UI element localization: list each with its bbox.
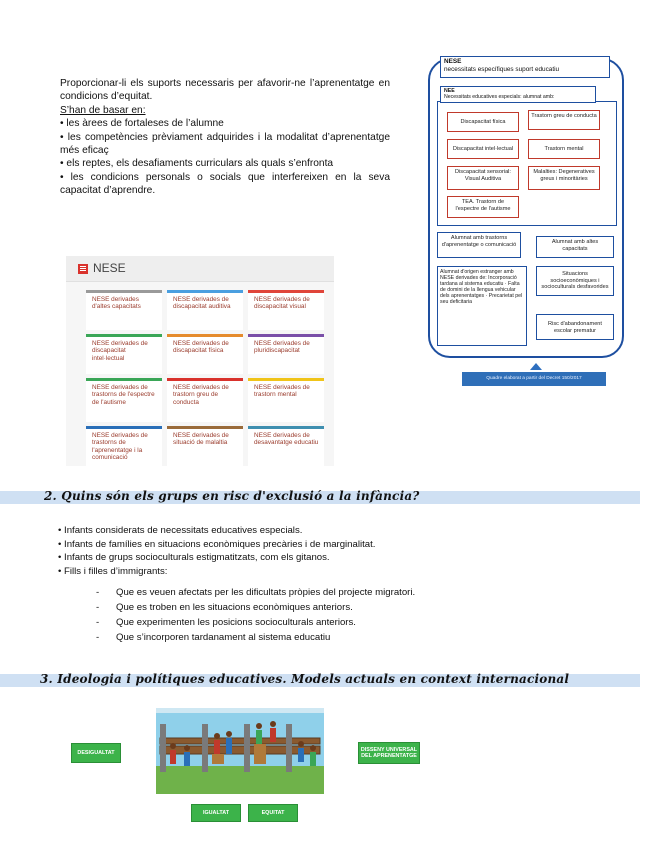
red-box: Discapacitat física: [447, 112, 519, 132]
nee-box-bold: NEE: [444, 88, 455, 94]
intro-subhead: S’han de basar en:: [60, 104, 146, 116]
label-desigualtat: DESIGUALTAT: [71, 743, 121, 763]
red-box: Malalties: Degeneratives greus i minoritàries: [528, 166, 600, 190]
nese-cell: NESE derivades de situació de malaltia: [167, 426, 243, 466]
list-item: • Fills i filles d’immigrants:: [58, 565, 168, 577]
intro-bullet: • les àrees de fortaleses de l’alumne: [60, 118, 224, 130]
nese-cell: NESE derivades de trastorn mental: [248, 378, 324, 422]
nee-box: [440, 86, 596, 103]
diagram-title-bold: NESE: [444, 58, 462, 65]
nese-cell: NESE derivades de discapacitat auditiva: [167, 290, 243, 330]
intro-bullet: • els reptes, els desafiaments curriculars als quals s’enfronta: [60, 158, 334, 170]
section-3-heading: 3. Ideologia i polítiques educatives. Models actuals en context internacional: [40, 672, 570, 686]
sub-item-text: Que es veuen afectats per les dificultats pròpies del projecte migratori.: [116, 587, 416, 598]
red-box: Trastorn mental: [528, 139, 600, 159]
nese-cell: NESE derivades d'altes capacitats: [86, 290, 162, 330]
equity-illustration-svg: [156, 708, 324, 794]
diagram-title-text: necessitats específiques suport educatiu: [444, 65, 560, 73]
diagram-title: [440, 56, 610, 78]
list-item: • Infants considerats de necessitats educatives especials.: [58, 525, 303, 536]
nese-cell: NESE derivades de desavantatge educatiu: [248, 426, 324, 466]
blue-box: Alumnat amb trastorns d'aprenentatge o comunicació: [437, 232, 521, 258]
red-box: Discapacitat intel·lectual: [447, 139, 519, 159]
equity-illustration: [156, 708, 324, 794]
nee-box-text: Necessitats educatives especials: alumnat amb:: [444, 94, 555, 100]
intro-bullet: • les competències prèviament adquirides i la modalitat d’aprenentatge més eficaç: [60, 131, 390, 157]
red-box: TEA. Trastorn de l'espectre de l'autisme: [447, 196, 519, 218]
intro-bullet: • les condicions personals o socials que interfereixen en la seva capacitat d’aprendre.: [60, 171, 390, 197]
decree-caption: Quadre elaborat a partir del Decret 150/2017: [462, 372, 606, 386]
red-box: Discapacitat sensorial: Visual Auditiva: [447, 166, 519, 190]
label-disseny-universal: DISSENY UNIVERSAL DEL APRENENTATGE: [358, 742, 420, 764]
sub-item-text: Que es troben en les situacions econòmiques anteriors.: [116, 602, 353, 613]
blue-box: Alumnat d'origen estranger amb NESE derivades de: Incorporació tardana al sistema educatiu · Falta de domini de la llengua vehicular dels aprenentatges · Precarietat pel seu deficitaria: [437, 266, 527, 346]
risk-groups-list: [58, 524, 375, 578]
blue-box: Situacions socioeconòmiques i socioculturals desfavorides: [536, 266, 614, 296]
nese-card: [66, 256, 334, 466]
label-equitat: EQUITAT: [248, 804, 298, 822]
nese-card-title: NESE: [93, 261, 126, 275]
red-box: Trastorn greu de conducta: [528, 110, 600, 130]
blue-box: Alumnat amb altes capacitats: [536, 236, 614, 258]
nese-cell: NESE derivades de pluridiscapacitat: [248, 334, 324, 374]
nese-cell: NESE derivades de trastorns de l'espectre de l'autisme: [86, 378, 162, 422]
intro-line: Proporcionar-li els suports necessaris per afavorir-ne l’aprenentatge en condicions d’equitat.: [60, 78, 390, 103]
label-igualtat: IGUALTAT: [191, 804, 241, 822]
nese-cell: NESE derivades de trastorns de l'aprenentatge i la comunicació: [86, 426, 162, 466]
arrow-up-icon: [530, 363, 542, 370]
nese-card-header: [66, 256, 334, 282]
sub-item-text: Que s’incorporen tardanament al sistema educatiu: [116, 632, 331, 643]
intro-text: [60, 77, 390, 198]
nese-cell: NESE derivades de discapacitat intel·lectual: [86, 334, 162, 374]
nese-cell: NESE derivades de discapacitat física: [167, 334, 243, 374]
menu-icon: [78, 264, 88, 274]
list-item: • Infants de famílies en situacions econòmiques precàries i de marginalitat.: [58, 538, 376, 550]
nese-cell: NESE derivades de trastorn greu de conducta: [167, 378, 243, 422]
section-2-heading: 2. Quins són els grups en risc d'exclusió a la infància?: [44, 489, 420, 503]
list-item: • Infants de grups socioculturals estigmatitzats, com els gitanos.: [58, 552, 330, 564]
blue-box: Risc d'abandonament escolar prematur: [536, 314, 614, 340]
nese-cell: NESE derivades de discapacitat visual: [248, 290, 324, 330]
sub-item-text: Que experimenten les posicions socioculturals anteriors.: [116, 617, 356, 628]
